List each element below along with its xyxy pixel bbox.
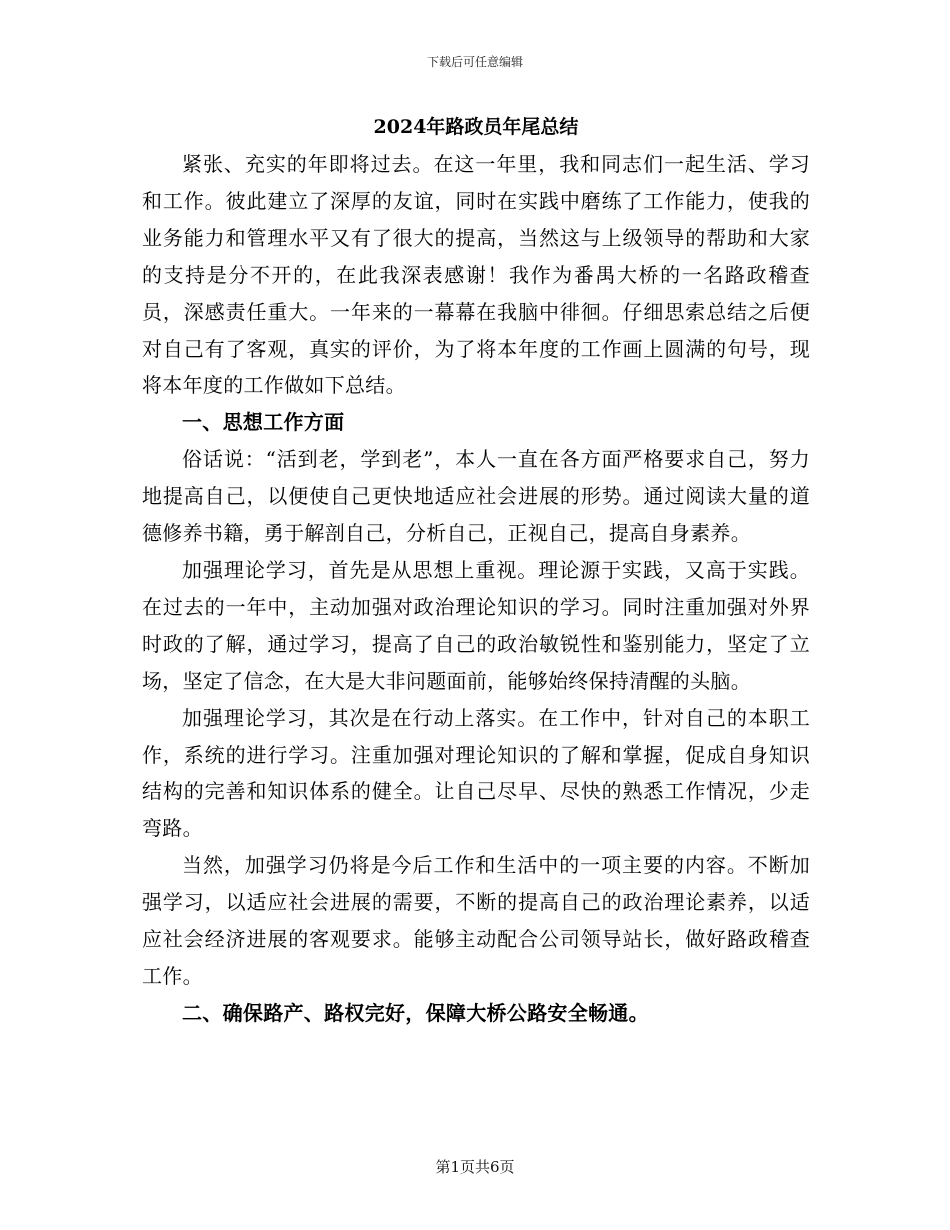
document-body: [142, 112, 810, 1032]
body-paragraph: 当然，加强学习仍将是今后工作和生活中的一项主要的内容。不断加强学习，以适应社会进展的需要，不断的提高自己的政治理论素养，以适应社会经济进展的客观要求。能够主动配合公司领导站长，做好路政稽查工作。: [142, 853, 810, 988]
header-note: 下载后可任意编辑: [426, 55, 523, 69]
intro-paragraph: 紧张、充实的年即将过去。在这一年里，我和同志们一起生活、学习和工作。彼此建立了深厚的友谊，同时在实践中磨练了工作能力，使我的业务能力和管理水平又有了很大的提高，当然这与上级领导的帮助和大家的支持是分不开的，在此我深表感谢！我作为番禺大桥的一名路政稽查员，深感责任重大。一年来的一幕幕在我脑中徘徊。仔细思索总结之后便对自己有了客观，真实的评价，为了将本年度的工作画上圆满的句号，现将本年度的工作做如下总结。: [142, 152, 810, 398]
body-paragraph: 加强理论学习，其次是在行动上落实。在工作中，针对自己的本职工作，系统的进行学习。注重加强对理论知识的了解和掌握，促成自身知识结构的完善和知识体系的健全。让自己尽早、尽快的熟悉工作情况，少走弯路。: [142, 705, 810, 841]
section-heading-road-safety: 二、确保路产、路权完好，保障大桥公路安全畅通。: [182, 1000, 649, 1025]
body-paragraph: 加强理论学习，首先是从思想上重视。理论源于实践，又高于实践。在过去的一年中，主动加强对政治理论知识的学习。同时注重加强对外界时政的了解，通过学习，提高了自己的政治敏锐性和鉴别能力，坚定了立场，坚定了信念，在大是大非问题面前，能够始终保持清醒的头脑。: [142, 557, 810, 693]
section-heading-ideology: 一、思想工作方面: [182, 410, 345, 435]
page-indicator: 第1页共6页: [435, 1158, 515, 1176]
document-title: 2024年路政员年尾总结: [373, 116, 579, 138]
body-paragraph: 俗话说：“活到老，学到老”，本人一直在各方面严格要求自己，努力地提高自己，以便使自己更快地适应社会进展的形势。通过阅读大量的道德修养书籍，勇于解剖自己，分析自己，正视自己，提高自身素养。: [142, 447, 810, 546]
